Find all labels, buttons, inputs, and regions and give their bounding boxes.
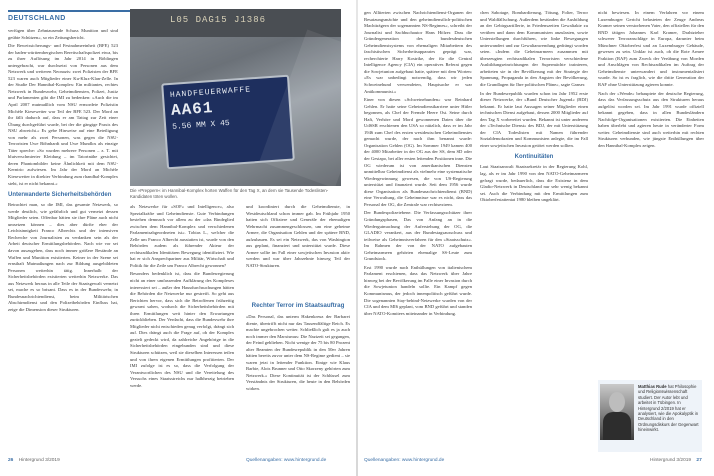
page-gutter bbox=[356, 0, 358, 476]
footer-right-source bbox=[364, 458, 444, 463]
paragraph: chen Sabotage, Bombardierung, Tötung, Folter, Terror und Waldfällschung. Außerdem bestünden die Ausbildung an der Gebirgsartillerie, in Friedenszeiten Gewaltakte zu verüben und dann dem Kommunisten anzulasten, sowie Unterstellungen durchführen, wie linke Bewegungen unterwandert und zur Gewaltanwendung gedrängt worden seien. »Indem die Geheimarmeen zusammen mit überzeugten rechtsradikalen Terroristen verschiedene Ausbildungseinrichtungen der Supermächte trainieren, arbeiteten sie in der Bevölkerung mit der Strategie der Spannung, Propaganda in den Angsten der Bevölkerung, die Grundlagen für Ihre politischen Pläne«, sagte Ganser. bbox=[480, 10, 588, 88]
paragraph: Betrachtet man, so die IMI, das gesamte Netzwerk, so werde deutlich, wie gefährlich und gut vernetzt dessen Mitglieder seien. Offenbar hätten sie ihre Pläne auch nicht umsetzen können – dies aber dürfte eher der Leichtsinnigkeit Franco Albrechts und der intensiven Recherche von Journalisten zu verdanken sein als der Arbeit deutscher Ermittlungsbehörden. Nach wie vor sei davon auszugehen, dass noch immer größere Bestände an Waffen und Munition existierten. Keiner in der Szene sei ernsthaft Mutmaßungen nach zur Bildung ausgebildeten Personen weiterhin tätig. Innerhalb der Sicherheitsbehörden existierten weiterhin Netzwerke. Das aus Netzwerk heraus in alle Teile der Staatsgewalt vernetzt sei, mache es so brisant. Dass es in der Bundeswehr, in Bundesnachrichtendienst, beim Militärischen Abschirmdienst und den Polizeibehörden Einfluss hat, zeige die Dimension dieser Strukturen. bbox=[8, 202, 118, 312]
paragraph: Die Beweissicherungs- und Festnahmeeinheit (BFE) 523 der baden-württembergischen Bereitschaftspolizei etwa, bis zu ihrer Auflösung im Jahr 2014 in Böblingen untergebracht, war durchsetzt von Personen aus dem Netzwerk und weiteren Neonazis: zwei Polizisten der BFE 523 waren auch Mitglieder einer Ku-Klux-Klan-Zelle. In der Studie Der Hannibal-Komplex: Ein militantes, rechtes Netzwerk in Bundeswehr, Geheimdiensten, Polizei, Justiz und Parlamenten gibt die IMI zu bedenken: »Auch die im April 2007 mutmaßlich vom NSU ermordete Polizistin Michèle Kiesewetter war Teil der BFE 523. Der Mord an ihr fällt dadurch auf, dass er am Tattag zur Zeit einer Übung durchgeführt wurde, bei der die gängige Praxis des NSU abweicht.« Es gebe Hinweise auf eine Beteiligung von mehr als zwei Personen, was gegen die NSU-Terroristen Uwe Böhnhardt und Uwe Mundlos als einzige Täter spreche: »So wurden mehrere Personen – z. T. mit blutverschmierter Kleidung – im Tatortnähe gesichtet, deren Phantombilder keine Ähnlichkeit mit dem NSU-Kerntrio aufwiesen. Im Jahr der Mord an Michèle Kiesewetter in direkter Verbindung zum rhandbal-Komplex steht, ist er nicht bekannt.« bbox=[8, 43, 118, 186]
weapon-photo bbox=[130, 9, 341, 186]
left-column-3 bbox=[246, 204, 350, 300]
left-column-2 bbox=[130, 204, 234, 452]
left-column-1 bbox=[8, 28, 118, 452]
right-column-2 bbox=[480, 10, 588, 452]
plate-line: 5.56 MM X 45 bbox=[171, 118, 231, 132]
footer-left-source bbox=[246, 458, 326, 463]
subheading-centered: Rechter Terror im Staatsauftrag bbox=[251, 302, 345, 309]
paragraph: Besonders bedenklich ist, dass die Bundesregierung nicht an einer umfassenden Aufklärung des Komplexes interessiert sei – außer den Hausdurchsuchungen hätten die Behörden die Netzwerke nur gestreift. So geht aus Berichten hervor, dass sich die Betroffenen frühzeitig gewarnt sahen, wodurch die Sicherheitsbehörden mit ihren Ermittlungen weit hinter den Erwartungen zurückblieben. Der Verdacht, dass die Bundeswehr ihre Mitglieder nicht entschieden genug verfolgt, drängt sich auf. Dies drängt auch die Frage auf, ob der Komplex gezielt gedeckt wird, da zahlreiche Angehörige in die Sicherheitsbehörden eingebunden sind und diese Strukturen schützen, weil sie dieselben Interessen teilen und von ihren eigenen Ermittlungen profitierten. Der IMI zufolge ist es so, dass die Verfolgung der Verantwortlichen des NSU und die Vereitelung des Versuchs eines Staatsstreichs nur halbherzig betrieben werde. bbox=[130, 271, 234, 388]
footer-right bbox=[650, 458, 702, 463]
paragraph: gen Alliierten zwischen Nachrichtendienst-Organen der Besatzungsmächte und den geheimdienstlich-politischen Machtträgern der sogenannten NS-Regimes«, schreibt der Journalist und Sachbuchautor Hans Hölzer. Dass die Gründergeneration des bundesdeutschen Geheimdienstsystems von ehemaligen Mitarbeitern des faschistischen Sicherheitsapparates geprägt war, recherchierte Harry Kostrike, der für die Central Intelligence Agency (CIA) ein operatives Referat gegen die Sowjetunion aufgebaut hatte, spätere mit dem Worten: »Es war unbedingt notwendig, dass wir jeden Schweinehund verwendeten, Hauptsache er war Antikommunist.« bbox=[364, 10, 472, 94]
paragraph: Der Bundespolizeiebene. Die Verfassungsschützer ihrer Gründungsphasen, Das von Anfang an in die Wiedergutmachung der Auferstehung der OG, die GLADIO verankert, aus der Bundestagsausschuss und teilweise als Geheimnisverfahren für den »Staatsschutz«. Im Rahmen der von der NATO aufgebauten Geheimarmeen gehörten ehemalige SS-Leute zum Grundstock. bbox=[364, 210, 472, 262]
plate-line: AA61 bbox=[170, 99, 215, 120]
author-box bbox=[598, 380, 702, 452]
paragraph: »Das Personal, das unterm Hakenkreuz der Barbarei diente, übertrifft nicht nur das Tausendfältige Reich. Es machte ungebrochen weiter. Schließlich galt es ja auch noch immer den Marxismus: Die Nazizeit sei gegangen, der Feind geblieben. Nicht wenige der 75 bis 80 Prozent alter Beamten der Bundesrepublik in den 50er Jahren hätten bereits zuvor unter dem NS-Regime gedient – sie waren jetzt in leitender Funktion. Einige wie Klaus Barbie, Alois Brunner und Otto Skorzeny gehörten zum Netzwerk.« Diese Kontinuität ist der Schlüssel zum Verständnis der Strukturen, die heute in den Behörden wirken. bbox=[246, 314, 350, 392]
subheading: Kontinuitäten bbox=[514, 154, 554, 161]
source-link[interactable]: Quellenangaben: www.hintergrund.de bbox=[364, 458, 445, 463]
paragraph: nicht bewiesen. In einem Verfahren vor einem Luxemburger Gericht belasteten der Zeuge Andreas Kramer seinen verstorbenen Vater, den offiziellen für den BND tätigen Johannes Karl Kramer, Drahtzieher schwerer Terroranschläge in Europa, darunter beim Münchner Oktoberfest und an Luxemburger Gebäude, gewesen zu sein. Unklar ist auch, ob die Rote Armee Fraktion (RAF) zum Zweck der Verübung von Morden und Anschlägen von Rechtsradikalen im Auftrag der Geheimdienste unterwandert und instrumentalisiert wurde. So ist es fraglich, wie die dritte Generation der RAF ohne Unterstützung agieren konnte. bbox=[598, 10, 704, 88]
paragraph: als Netzwerke für »SOF« und Intelligence«, also Spezialkräfte und Geheimdienste. Gute Verbindungen bestehen demnach vor allem zu der »das Bindeglied zwischen dem Hannibal-Komplex und verschiedenen Parlamentsabgeordneten ist«. Tobias L., welcher die Zelle um Franco Albrecht ausstatten ist, wurde von den Behörden zudem als führender Akteur der rechtsradikalen Identitären Bewegung identifiziert. Wie hat er sich Ansprechpartner aus Militär, Wirtschaft und Politik für die Zeile um Franco Albrecht gewonnen? bbox=[130, 204, 234, 268]
photo-strip-text: L05 DAG15 J1386 bbox=[170, 15, 267, 25]
paragraph: In der Bundesrepublik wurden schon im Jahr 1952 erste dieser Netzwerke, der »Bund Deutscher Jugend« (BDJ) bekannt. Er hatte laut Aussagen seiner Mitglieder einen technischen Dienst aufgebaut, dessen 2000 Mitglieder auf den Tag X vorbereitet wurden. Bekannt ist unter anderem der »Technische Dienst« des BDJ, der mit Unterstützung der CIA Todeslisten mit Namen führender Sozialdemokraten und Kommunisten anlegte, die im Fall einer sowjetischen Invasion getötet werden sollten. bbox=[480, 90, 588, 148]
right-column-3 bbox=[598, 10, 704, 376]
plate-line: HANDFEUERWAFFE bbox=[169, 85, 252, 100]
source-link[interactable]: Quellenangaben: www.hintergrund.de bbox=[246, 458, 327, 463]
paragraph: Einer von diesen »Schweinehunden« war Reinhard Gehlen. Er hatte seine Geheimdienstkarriere unter Hitler begonnen, als Chef der Fremde Heere Ost. Seine durch Haft, Verhöre und Mord gewonnenen Daten über die UdSSR erschienen den USA so nützlich, dass er im Jahr 1946 zum Chef des ersten westdeutschen Geheimdienstes gemacht wurde, der nach ihm benannt wurde: Organisation Gehlen (OG). Im Sommer 1949 kamen 400 der 4000 Mitarbeiter in der OG aus der SS, dem SD oder der Gestapo, bei aller ersten leitenden Positionen inne. Die OG wiederum ist von amerikanischen Diensten unmittelbar Geheimdienst als vielmehr eine systematische Wiedergewinnung gewesen, die von US-Regierung unterstützt und finanziert wurde. Seit dem 1956 wurde diese Organisation als Bundesnachrichtendienst (BND) eine Verwaltung, die Geheimnisse war es nicht, dass das Personal der OG, die Zentrale war rechtsextrem. bbox=[364, 97, 472, 207]
author-head bbox=[609, 392, 625, 412]
section-tag: DEUTSCHLAND bbox=[8, 10, 338, 24]
author-bio bbox=[638, 384, 700, 433]
paragraph: Laut Staatsanwalt Staatssekretär in der Regierung Kohl, lag, als er im Jahr 1990 von den NATO-Geheimarmeen gefragt wurde, bedauerlich, dass die Existenz in dem Gladio-Netzwerk in Deutschland nur sehr wenig bekannt sei. Auch die Verbindung mit den Ermittlungen zum Oktoberfestattentat 1980 bleiben ungeklärt. bbox=[480, 164, 588, 203]
paragraph: Erst 1990 wurde nach Enthüllungen von italienischem Parlament erschienen, dass das Netzwerk über Jahre hinweg bei der Bevölkerung im Falle einer Invasion durch die Sowjetunion handeln sollte. Ein Kampf gegen Kommunismus, der jedoch innenpolitisch geführt wurde. Die sogenannten Stay-behind-Netzwerke wurden von der CIA und dem MI6 geplant, vom BND geführt und standen über NATO-Komitees miteinander in Verbindung. bbox=[364, 264, 472, 316]
subheading: Unterwanderte Sicherheitsbehörden bbox=[8, 192, 112, 199]
issue-label: Hintergrund 3/2019 bbox=[18, 458, 60, 463]
author-description: hat Philosophie und Religionswissenschaft studiert. Der Autor lebt und arbeitet in Tübingen. In Hintergrund 2/2019 hat er analysiert, wie die Apokalyptik in Deutschland in den Ordnungsdiskurs der Gegenwart hineinwirkt. bbox=[638, 384, 699, 433]
left-column-3b bbox=[246, 314, 350, 452]
issue-label: Hintergrund 3/2019 bbox=[650, 458, 692, 463]
page-number: 26 bbox=[8, 458, 14, 463]
footer-left bbox=[8, 458, 60, 463]
paragraph: verfügen über Zehntausende Schuss Munition und sind geübte Schützen«, so ein Zeitungsbericht. bbox=[8, 28, 118, 40]
paragraph: Nach der »Wende« behauptete der deutsche Regierung, dass das Verfassungsschutz aus den Strukturen heraus aufgelöst worden sei. Im Jahr 1991 wurde offiziell bekannt gegeben, dass in allen Bundesländern Nachfolge-Organisationen existierten. Die Einheiten haben überlebt und agieren heute in veränderter Form weiter. Geheimdienste sind auch weiterhin mit rechten Strukturen verbunden, wie jüngste Enthüllungen über den Hannibal-Komplex zeigen. bbox=[598, 90, 704, 148]
photo-caption: Die »Preppern« im Hannibal-Komplex horten Waffen für den Tag X, an dem sie Tausende Todeslisten-Kandidaten töten wollen. bbox=[130, 188, 329, 199]
page-number: 27 bbox=[696, 458, 702, 463]
paragraph: und koordiniert durch die Geheimdienste, in Westdeutschland schon immer gab. Im Frühjahr 1950 hatten sich Offiziere und Generäle der ehemaligen Wehrmacht zusammengeschlossen, um eine geheime Armee, die Organisation Gehlen und der spätere BND, aufzubauen. Es sei ein Netzwerk, das von Washington aus geplant, finanziert und unterstützt wurde. Diese Armee sollte im Fall einer sowjetischen Invasion aktiv werden und war über Jahrzehnte hinweg Teil der NATO-Strukturen. bbox=[246, 204, 350, 268]
author-name: Matthias Rude bbox=[638, 384, 667, 389]
author-body bbox=[603, 412, 631, 440]
right-column-1 bbox=[364, 10, 472, 452]
author-photo bbox=[600, 384, 634, 440]
